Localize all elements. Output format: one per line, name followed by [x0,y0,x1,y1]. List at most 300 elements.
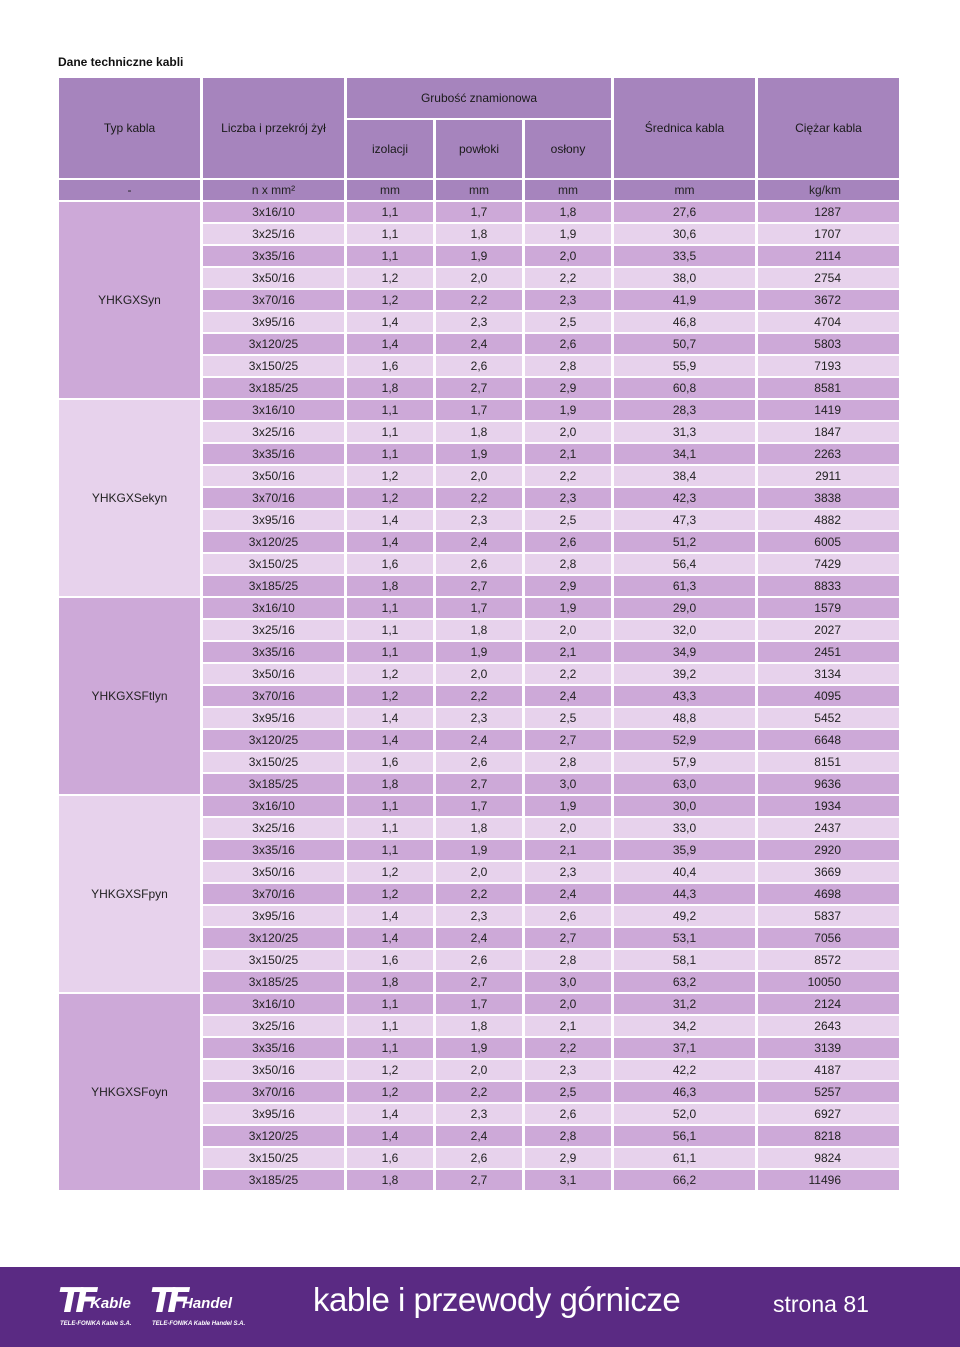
jacket-cell: 2,0 [525,246,611,266]
weight-cell: 11496 [758,1170,899,1190]
logo-subtitle: TELE-FONIKA Kable S.A. [60,1321,132,1327]
diameter-cell: 46,3 [614,1082,755,1102]
weight-cell: 1934 [758,796,899,816]
table-row [59,796,899,816]
cross-section-cell: 3x150/25 [203,356,344,376]
diameter-cell: 63,0 [614,774,755,794]
diameter-cell: 35,9 [614,840,755,860]
sheath-cell: 1,7 [436,796,522,816]
page-title: Dane techniczne kabli [58,55,184,69]
diameter-cell: 43,3 [614,686,755,706]
cross-section-cell: 3x150/25 [203,554,344,574]
cable-type-cell: YHKGXSyn [59,202,200,398]
insulation-cell: 1,1 [347,994,433,1014]
cable-type-cell: YHKGXSFtlyn [59,598,200,794]
jacket-cell: 2,8 [525,1126,611,1146]
weight-cell: 4704 [758,312,899,332]
insulation-cell: 1,1 [347,796,433,816]
cross-section-cell: 3x120/25 [203,928,344,948]
sheath-cell: 2,0 [436,862,522,882]
jacket-cell: 2,8 [525,752,611,772]
diameter-cell: 31,2 [614,994,755,1014]
insulation-cell: 1,1 [347,620,433,640]
insulation-cell: 1,1 [347,642,433,662]
sheath-cell: 2,4 [436,928,522,948]
logo-mark: TF [58,1281,93,1321]
jacket-cell: 2,1 [525,1016,611,1036]
cross-section-cell: 3x95/16 [203,906,344,926]
sheath-cell: 1,8 [436,422,522,442]
jacket-cell: 2,3 [525,862,611,882]
diameter-cell: 56,4 [614,554,755,574]
jacket-cell: 2,5 [525,312,611,332]
sheath-cell: 2,2 [436,686,522,706]
sheath-cell: 2,7 [436,972,522,992]
cross-section-cell: 3x25/16 [203,1016,344,1036]
sheath-cell: 2,2 [436,1082,522,1102]
sheath-cell: 2,0 [436,1060,522,1080]
sheath-cell: 2,6 [436,356,522,376]
cross-section-cell: 3x150/25 [203,752,344,772]
weight-cell: 3669 [758,862,899,882]
unit-cell: kg/km [758,180,899,200]
table-row [59,400,899,420]
cross-section-cell: 3x35/16 [203,840,344,860]
insulation-cell: 1,2 [347,1082,433,1102]
diameter-cell: 58,1 [614,950,755,970]
diameter-cell: 63,2 [614,972,755,992]
insulation-cell: 1,1 [347,246,433,266]
sheath-cell: 2,3 [436,906,522,926]
jacket-cell: 2,7 [525,730,611,750]
diameter-cell: 40,4 [614,862,755,882]
header-weight: Ciężar kabla [758,78,899,178]
cross-section-cell: 3x95/16 [203,510,344,530]
insulation-cell: 1,1 [347,224,433,244]
weight-cell: 4882 [758,510,899,530]
weight-cell: 5452 [758,708,899,728]
sheath-cell: 1,7 [436,994,522,1014]
insulation-cell: 1,4 [347,1104,433,1124]
sheath-cell: 2,4 [436,1126,522,1146]
cross-section-cell: 3x25/16 [203,620,344,640]
cross-section-cell: 3x25/16 [203,818,344,838]
cross-section-cell: 3x185/25 [203,774,344,794]
cable-type-cell: YHKGXSFoyn [59,994,200,1190]
insulation-cell: 1,4 [347,334,433,354]
cross-section-cell: 3x185/25 [203,378,344,398]
jacket-cell: 2,0 [525,818,611,838]
sheath-cell: 1,9 [436,246,522,266]
jacket-cell: 2,0 [525,994,611,1014]
weight-cell: 8581 [758,378,899,398]
weight-cell: 8833 [758,576,899,596]
insulation-cell: 1,2 [347,268,433,288]
weight-cell: 6927 [758,1104,899,1124]
insulation-cell: 1,4 [347,510,433,530]
diameter-cell: 32,0 [614,620,755,640]
tf-handel-logo [150,1281,245,1331]
cross-section-cell: 3x16/10 [203,994,344,1014]
jacket-cell: 2,7 [525,928,611,948]
diameter-cell: 27,6 [614,202,755,222]
unit-cell: mm [525,180,611,200]
insulation-cell: 1,2 [347,488,433,508]
sheath-cell: 2,2 [436,488,522,508]
sheath-cell: 1,8 [436,224,522,244]
jacket-cell: 1,9 [525,224,611,244]
footer-tagline: kable i przewody górnicze [313,1281,681,1318]
sheath-cell: 1,8 [436,620,522,640]
insulation-cell: 1,4 [347,730,433,750]
header-cable-type: Typ kabla [59,78,200,178]
jacket-cell: 2,3 [525,488,611,508]
diameter-cell: 34,9 [614,642,755,662]
sheath-cell: 2,3 [436,1104,522,1124]
cross-section-cell: 3x50/16 [203,664,344,684]
diameter-cell: 44,3 [614,884,755,904]
unit-cell: - [59,180,200,200]
jacket-cell: 2,1 [525,642,611,662]
insulation-cell: 1,1 [347,840,433,860]
weight-cell: 1579 [758,598,899,618]
weight-cell: 7193 [758,356,899,376]
cross-section-cell: 3x150/25 [203,1148,344,1168]
diameter-cell: 30,6 [614,224,755,244]
diameter-cell: 56,1 [614,1126,755,1146]
cross-section-cell: 3x95/16 [203,708,344,728]
unit-cell: mm [614,180,755,200]
jacket-cell: 2,8 [525,554,611,574]
insulation-cell: 1,1 [347,444,433,464]
sheath-cell: 2,7 [436,378,522,398]
weight-cell: 8572 [758,950,899,970]
diameter-cell: 57,9 [614,752,755,772]
diameter-cell: 61,3 [614,576,755,596]
diameter-cell: 39,2 [614,664,755,684]
diameter-cell: 66,2 [614,1170,755,1190]
sheath-cell: 2,0 [436,664,522,684]
weight-cell: 1847 [758,422,899,442]
table-body [59,202,899,1190]
cross-section-cell: 3x70/16 [203,1082,344,1102]
jacket-cell: 2,9 [525,576,611,596]
insulation-cell: 1,1 [347,1016,433,1036]
diameter-cell: 52,0 [614,1104,755,1124]
jacket-cell: 2,2 [525,268,611,288]
weight-cell: 6648 [758,730,899,750]
weight-cell: 6005 [758,532,899,552]
insulation-cell: 1,1 [347,818,433,838]
sheath-cell: 2,0 [436,268,522,288]
diameter-cell: 31,3 [614,422,755,442]
insulation-cell: 1,1 [347,598,433,618]
jacket-cell: 2,2 [525,1038,611,1058]
sheath-cell: 1,8 [436,818,522,838]
jacket-cell: 2,8 [525,950,611,970]
table-row [59,598,899,618]
jacket-cell: 3,0 [525,774,611,794]
cross-section-cell: 3x120/25 [203,532,344,552]
diameter-cell: 51,2 [614,532,755,552]
cross-section-cell: 3x50/16 [203,466,344,486]
diameter-cell: 37,1 [614,1038,755,1058]
weight-cell: 3134 [758,664,899,684]
units-row [59,180,899,200]
jacket-cell: 2,6 [525,532,611,552]
sheath-cell: 2,7 [436,774,522,794]
jacket-cell: 2,0 [525,620,611,640]
insulation-cell: 1,2 [347,862,433,882]
jacket-cell: 2,0 [525,422,611,442]
cross-section-cell: 3x16/10 [203,400,344,420]
header-sheath: powłoki [436,120,522,178]
sheath-cell: 2,3 [436,312,522,332]
cross-section-cell: 3x70/16 [203,884,344,904]
insulation-cell: 1,4 [347,312,433,332]
cross-section-cell: 3x120/25 [203,334,344,354]
insulation-cell: 1,1 [347,202,433,222]
unit-cell: n x mm² [203,180,344,200]
cross-section-cell: 3x120/25 [203,730,344,750]
insulation-cell: 1,4 [347,532,433,552]
cross-section-cell: 3x120/25 [203,1126,344,1146]
weight-cell: 2911 [758,466,899,486]
insulation-cell: 1,6 [347,950,433,970]
table-row [59,202,899,222]
weight-cell: 2263 [758,444,899,464]
weight-cell: 2643 [758,1016,899,1036]
sheath-cell: 2,2 [436,290,522,310]
insulation-cell: 1,4 [347,1126,433,1146]
jacket-cell: 2,2 [525,664,611,684]
insulation-cell: 1,2 [347,664,433,684]
cross-section-cell: 3x16/10 [203,796,344,816]
insulation-cell: 1,1 [347,1038,433,1058]
insulation-cell: 1,2 [347,466,433,486]
sheath-cell: 1,7 [436,598,522,618]
unit-cell: mm [347,180,433,200]
insulation-cell: 1,6 [347,1148,433,1168]
unit-cell: mm [436,180,522,200]
insulation-cell: 1,2 [347,884,433,904]
cross-section-cell: 3x35/16 [203,642,344,662]
weight-cell: 4187 [758,1060,899,1080]
sheath-cell: 2,6 [436,554,522,574]
insulation-cell: 1,4 [347,906,433,926]
insulation-cell: 1,6 [347,554,433,574]
insulation-cell: 1,8 [347,774,433,794]
logo-name: Kable [90,1295,131,1312]
weight-cell: 9636 [758,774,899,794]
weight-cell: 2754 [758,268,899,288]
weight-cell: 3672 [758,290,899,310]
jacket-cell: 2,6 [525,906,611,926]
weight-cell: 9824 [758,1148,899,1168]
diameter-cell: 60,8 [614,378,755,398]
weight-cell: 1707 [758,224,899,244]
insulation-cell: 1,2 [347,686,433,706]
jacket-cell: 2,6 [525,334,611,354]
cross-section-cell: 3x50/16 [203,268,344,288]
diameter-cell: 34,2 [614,1016,755,1036]
sheath-cell: 2,2 [436,884,522,904]
logo-name: Handel [182,1295,233,1312]
jacket-cell: 2,1 [525,840,611,860]
diameter-cell: 47,3 [614,510,755,530]
weight-cell: 2114 [758,246,899,266]
diameter-cell: 41,9 [614,290,755,310]
sheath-cell: 2,7 [436,576,522,596]
insulation-cell: 1,1 [347,422,433,442]
jacket-cell: 2,1 [525,444,611,464]
cable-type-cell: YHKGXSekyn [59,400,200,596]
weight-cell: 4698 [758,884,899,904]
diameter-cell: 50,7 [614,334,755,354]
insulation-cell: 1,2 [347,290,433,310]
diameter-cell: 46,8 [614,312,755,332]
sheath-cell: 1,9 [436,1038,522,1058]
insulation-cell: 1,8 [347,378,433,398]
sheath-cell: 2,0 [436,466,522,486]
sheath-cell: 1,8 [436,1016,522,1036]
diameter-cell: 30,0 [614,796,755,816]
diameter-cell: 28,3 [614,400,755,420]
page-number: strona 81 [773,1291,869,1317]
diameter-cell: 42,2 [614,1060,755,1080]
cross-section-cell: 3x16/10 [203,202,344,222]
jacket-cell: 2,9 [525,1148,611,1168]
jacket-cell: 2,4 [525,686,611,706]
diameter-cell: 34,1 [614,444,755,464]
weight-cell: 2920 [758,840,899,860]
cross-section-cell: 3x50/16 [203,1060,344,1080]
sheath-cell: 2,4 [436,334,522,354]
jacket-cell: 2,8 [525,356,611,376]
jacket-cell: 1,9 [525,598,611,618]
sheath-cell: 2,4 [436,730,522,750]
weight-cell: 8151 [758,752,899,772]
sheath-cell: 1,7 [436,400,522,420]
weight-cell: 5837 [758,906,899,926]
header-insulation: izolacji [347,120,433,178]
cable-spec-table [56,76,902,1192]
insulation-cell: 1,6 [347,356,433,376]
insulation-cell: 1,1 [347,400,433,420]
sheath-cell: 1,9 [436,642,522,662]
cross-section-cell: 3x150/25 [203,950,344,970]
logo-subtitle: TELE-FONIKA Kable Handel S.A. [152,1321,246,1327]
cross-section-cell: 3x35/16 [203,444,344,464]
diameter-cell: 29,0 [614,598,755,618]
weight-cell: 2027 [758,620,899,640]
cross-section-cell: 3x185/25 [203,972,344,992]
sheath-cell: 1,9 [436,840,522,860]
jacket-cell: 2,9 [525,378,611,398]
cable-type-cell: YHKGXSFpyn [59,796,200,992]
insulation-cell: 1,4 [347,928,433,948]
weight-cell: 5803 [758,334,899,354]
cross-section-cell: 3x185/25 [203,1170,344,1190]
weight-cell: 8218 [758,1126,899,1146]
insulation-cell: 1,8 [347,1170,433,1190]
jacket-cell: 2,3 [525,290,611,310]
insulation-cell: 1,8 [347,576,433,596]
diameter-cell: 61,1 [614,1148,755,1168]
jacket-cell: 2,2 [525,466,611,486]
sheath-cell: 2,6 [436,1148,522,1168]
diameter-cell: 33,5 [614,246,755,266]
sheath-cell: 2,6 [436,950,522,970]
diameter-cell: 38,4 [614,466,755,486]
diameter-cell: 33,0 [614,818,755,838]
jacket-cell: 1,8 [525,202,611,222]
cross-section-cell: 3x70/16 [203,290,344,310]
logo-mark: TF [150,1281,185,1321]
cross-section-cell: 3x185/25 [203,576,344,596]
weight-cell: 3838 [758,488,899,508]
sheath-cell: 2,6 [436,752,522,772]
footer-band [0,1267,960,1347]
cross-section-cell: 3x70/16 [203,686,344,706]
sheath-cell: 2,3 [436,708,522,728]
diameter-cell: 52,9 [614,730,755,750]
weight-cell: 5257 [758,1082,899,1102]
cross-section-cell: 3x70/16 [203,488,344,508]
table-row [59,994,899,1014]
diameter-cell: 55,9 [614,356,755,376]
diameter-cell: 49,2 [614,906,755,926]
header-nominal-thickness: Grubość znamionowa [347,78,611,118]
cross-section-cell: 3x95/16 [203,312,344,332]
cross-section-cell: 3x95/16 [203,1104,344,1124]
sheath-cell: 1,9 [436,444,522,464]
diameter-cell: 53,1 [614,928,755,948]
weight-cell: 4095 [758,686,899,706]
header-jacket: osłony [525,120,611,178]
tf-kable-logo [58,1281,138,1331]
jacket-cell: 2,5 [525,708,611,728]
cross-section-cell: 3x16/10 [203,598,344,618]
cross-section-cell: 3x35/16 [203,1038,344,1058]
jacket-cell: 3,0 [525,972,611,992]
weight-cell: 7056 [758,928,899,948]
jacket-cell: 2,3 [525,1060,611,1080]
weight-cell: 2451 [758,642,899,662]
diameter-cell: 42,3 [614,488,755,508]
jacket-cell: 3,1 [525,1170,611,1190]
insulation-cell: 1,4 [347,708,433,728]
jacket-cell: 1,9 [525,796,611,816]
cross-section-cell: 3x50/16 [203,862,344,882]
jacket-cell: 2,5 [525,1082,611,1102]
weight-cell: 2437 [758,818,899,838]
weight-cell: 1287 [758,202,899,222]
sheath-cell: 2,4 [436,532,522,552]
jacket-cell: 2,6 [525,1104,611,1124]
sheath-cell: 2,7 [436,1170,522,1190]
weight-cell: 1419 [758,400,899,420]
sheath-cell: 1,7 [436,202,522,222]
cross-section-cell: 3x25/16 [203,422,344,442]
cross-section-cell: 3x25/16 [203,224,344,244]
diameter-cell: 38,0 [614,268,755,288]
cross-section-cell: 3x35/16 [203,246,344,266]
insulation-cell: 1,6 [347,752,433,772]
sheath-cell: 2,3 [436,510,522,530]
weight-cell: 7429 [758,554,899,574]
header-diameter: Średnica kabla [614,78,755,178]
